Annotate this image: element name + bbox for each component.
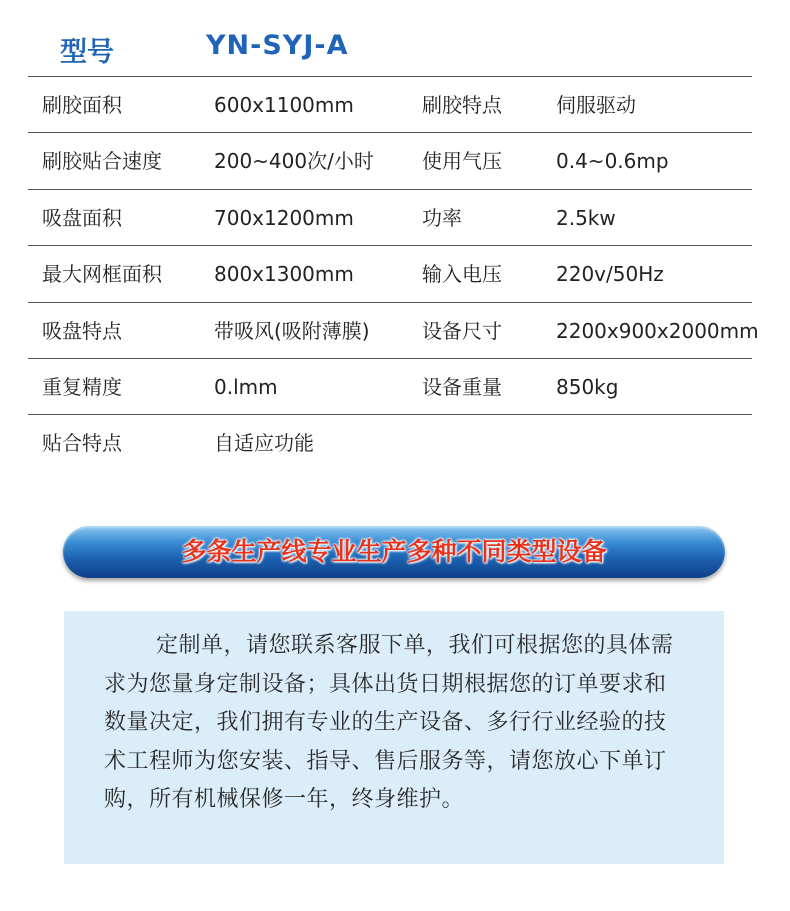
spec-label: 重复精度 xyxy=(42,374,122,399)
spec-value: 0.4~0.6mp xyxy=(556,149,669,174)
spec-row xyxy=(28,415,752,471)
spec-value: 700x1200mm xyxy=(214,205,354,230)
spec-label: 设备重量 xyxy=(422,374,502,399)
banner xyxy=(63,526,725,578)
spec-label: 设备尺寸 xyxy=(422,318,502,343)
notice-box xyxy=(64,611,724,864)
spec-label: 最大网框面积 xyxy=(42,262,162,287)
spec-value: 850kg xyxy=(556,374,619,399)
spec-row xyxy=(28,246,752,302)
spec-value: 600x1100mm xyxy=(214,93,354,117)
spec-label: 输入电压 xyxy=(422,262,502,287)
spec-row xyxy=(28,77,752,133)
notice-text: 定制单，请您联系客服下单，我们可根据您的具体需求为您量身定制设备；具体出货日期根据您的订单要求和数量决定，我们拥有专业的生产设备、多行行业经验的技术工程师为您安装、指导、售后服务等，请您放心下单订购，所有机械保修一年，终身维护。 xyxy=(104,633,674,812)
spec-row xyxy=(28,303,759,359)
spec-row xyxy=(28,133,752,189)
spec-label: 吸盘特点 xyxy=(42,318,122,343)
spec-label: 贴合特点 xyxy=(42,431,122,456)
spec-value: 0.lmm xyxy=(214,374,278,399)
spec-value: 220v/50Hz xyxy=(556,262,664,287)
model-value: YN-SYJ-A xyxy=(206,30,349,61)
spec-label: 使用气压 xyxy=(422,149,502,174)
spec-value: 伺服驱动 xyxy=(556,93,636,117)
spec-label: 刷胶特点 xyxy=(422,93,502,117)
spec-value: 带吸风(吸附薄膜) xyxy=(214,318,370,343)
spec-row xyxy=(28,359,752,415)
spec-label: 吸盘面积 xyxy=(42,205,122,230)
spec-label: 功率 xyxy=(422,205,462,230)
model-row xyxy=(28,20,752,76)
spec-table xyxy=(28,77,759,472)
spec-value: 200~400次/小时 xyxy=(214,149,374,174)
banner-title: 多条生产线专业生产多种不同类型设备 xyxy=(181,537,607,566)
spec-label: 刷胶贴合速度 xyxy=(42,149,162,174)
spec-label: 刷胶面积 xyxy=(42,93,122,117)
spec-value: 800x1300mm xyxy=(214,262,354,287)
spec-row xyxy=(28,190,752,246)
spec-value: 2.5kw xyxy=(556,205,616,230)
spec-value: 2200x900x2000mm xyxy=(556,318,759,343)
spec-value: 自适应功能 xyxy=(214,431,314,456)
model-label: 型号 xyxy=(60,37,114,68)
